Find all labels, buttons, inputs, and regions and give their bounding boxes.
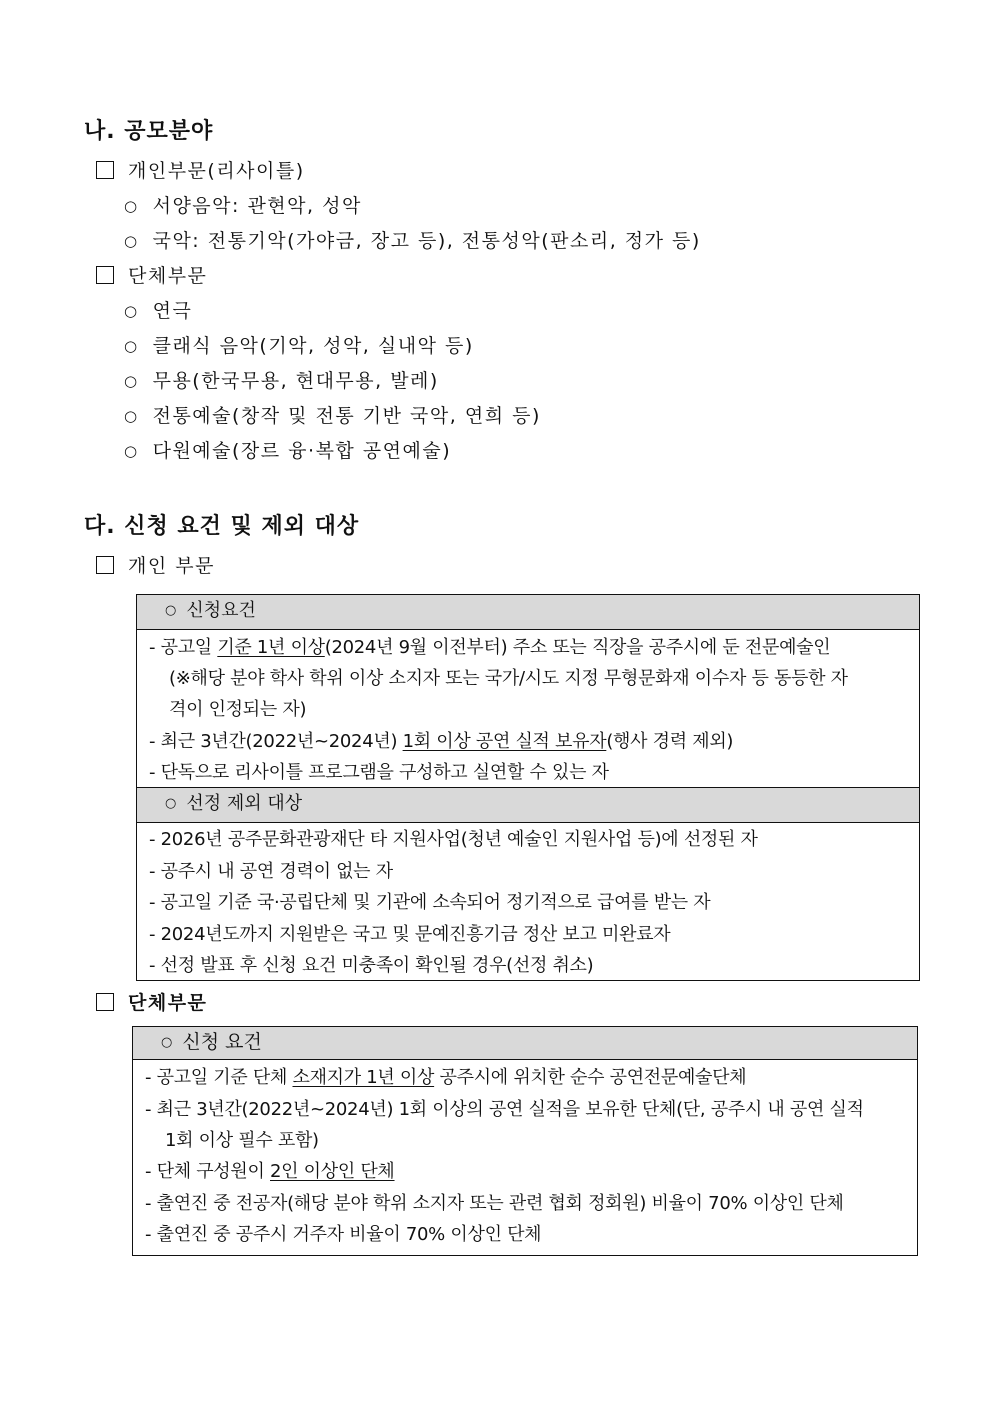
exclusion-row: - 2026년 공주문화관광재단 타 지원사업(청년 예술인 지원사업 등)에 선정된 자 — [149, 829, 758, 850]
text: (2024년 9월 이전부터) 주소 또는 직장을 공주시에 둔 전문예술인 — [324, 637, 831, 658]
category-group — [96, 261, 207, 288]
table-header-requirements — [133, 1027, 917, 1060]
text: - 최근 3년간(2022년~2024년) — [149, 731, 403, 752]
requirement-row-continuation: 1회 이상 필수 포함) — [165, 1130, 319, 1151]
text: - 공고일 기준 단체 — [145, 1067, 293, 1088]
circle-bullet-icon: ○ — [161, 1035, 173, 1050]
requirement-row: - 최근 3년간(2022년~2024년) 1회 이상의 공연 실적을 보유한 단체(단, 공주시 내 공연 실적 — [145, 1099, 864, 1120]
table-header-requirements — [137, 595, 919, 630]
requirement-row — [145, 1063, 746, 1089]
text: (행사 경력 제외) — [606, 731, 734, 752]
requirement-row: - 출연진 중 전공자(해당 분야 학위 소지자 또는 관련 협회 정회원) 비율이 70% 이상인 단체 — [145, 1193, 844, 1214]
category-label: 단체부문 — [128, 992, 208, 1014]
header-label: 신청요건 — [186, 600, 256, 621]
table-header-exclusions — [137, 787, 919, 823]
underlined-text: 1회 이상 공연 실적 보유자 — [402, 731, 607, 752]
circle-bullet-icon: ○ — [124, 232, 139, 250]
requirement-row — [145, 1157, 395, 1183]
list-item — [124, 331, 474, 358]
exclusion-row: - 공고일 기준 국·공립단체 및 기관에 소속되어 정기적으로 급여를 받는 자 — [149, 892, 711, 913]
circle-bullet-icon: ○ — [124, 442, 139, 460]
category-individual — [96, 156, 305, 183]
text: - 단체 구성원이 — [145, 1161, 270, 1182]
requirement-row: - 출연진 중 공주시 거주자 비율이 70% 이상인 단체 — [145, 1224, 542, 1245]
section-title-da: 다. 신청 요건 및 제외 대상 — [84, 514, 360, 539]
exclusion-row: - 공주시 내 공연 경력이 없는 자 — [149, 861, 393, 882]
section-title-na: 나. 공모분야 — [84, 119, 214, 144]
list-item — [124, 191, 362, 218]
circle-bullet-icon: ○ — [165, 796, 177, 811]
header-label: 선정 제외 대상 — [186, 793, 303, 814]
list-item-text: 무용(한국무용, 현대무용, 발레) — [152, 370, 439, 392]
square-bullet-icon — [96, 161, 114, 179]
circle-bullet-icon: ○ — [124, 407, 139, 425]
exclusion-row: - 2024년도까지 지원받은 국고 및 문예진흥기금 정산 보고 미완료자 — [149, 924, 671, 945]
requirement-row-continuation: (※해당 분야 학사 학위 이상 소지자 또는 국가/시도 지정 무형문화재 이수자 등 동등한 자 — [169, 668, 848, 689]
category-label: 개인부문(리사이틀) — [128, 160, 305, 182]
square-bullet-icon — [96, 556, 114, 574]
list-item-text: 전통예술(창작 및 전통 기반 국악, 연희 등) — [152, 405, 541, 427]
underlined-text: 소재지가 1년 이상 — [292, 1067, 435, 1088]
list-item — [124, 401, 541, 428]
category-label: 단체부문 — [128, 265, 208, 287]
list-item-text: 다원예술(장르 융·복합 공연예술) — [152, 440, 452, 462]
category-group-requirements — [96, 988, 207, 1015]
requirement-row — [149, 727, 733, 753]
text: 공주시에 위치한 순수 공연전문예술단체 — [434, 1067, 747, 1088]
square-bullet-icon — [96, 993, 114, 1011]
category-individual-requirements — [96, 551, 215, 578]
underlined-text: 기준 1년 이상 — [217, 637, 325, 658]
list-item — [124, 366, 439, 393]
square-bullet-icon — [96, 266, 114, 284]
requirement-row — [149, 633, 830, 659]
underlined-text: 2인 이상인 단체 — [270, 1161, 395, 1182]
circle-bullet-icon: ○ — [124, 337, 139, 355]
list-item-text: 클래식 음악(기악, 성악, 실내악 등) — [152, 335, 474, 357]
circle-bullet-icon: ○ — [124, 197, 139, 215]
list-item — [124, 436, 451, 463]
requirement-row-continuation: 격이 인정되는 자) — [169, 699, 307, 720]
list-item-text: 연극 — [152, 300, 193, 322]
individual-requirements-table — [136, 594, 920, 981]
text: - 공고일 — [149, 637, 218, 658]
list-item — [124, 296, 192, 323]
list-item-text: 국악: 전통기악(가야금, 장고 등), 전통성악(판소리, 정가 등) — [152, 230, 701, 252]
exclusion-row: - 선정 발표 후 신청 요건 미충족이 확인될 경우(선정 취소) — [149, 955, 594, 976]
list-item — [124, 226, 701, 253]
header-label: 신청 요건 — [182, 1031, 262, 1053]
category-label: 개인 부문 — [128, 555, 215, 577]
requirement-row: - 단독으로 리사이틀 프로그램을 구성하고 실연할 수 있는 자 — [149, 762, 609, 783]
circle-bullet-icon: ○ — [165, 603, 177, 618]
circle-bullet-icon: ○ — [124, 302, 139, 320]
circle-bullet-icon: ○ — [124, 372, 139, 390]
group-requirements-table — [132, 1026, 918, 1256]
list-item-text: 서양음악: 관현악, 성악 — [152, 195, 362, 217]
